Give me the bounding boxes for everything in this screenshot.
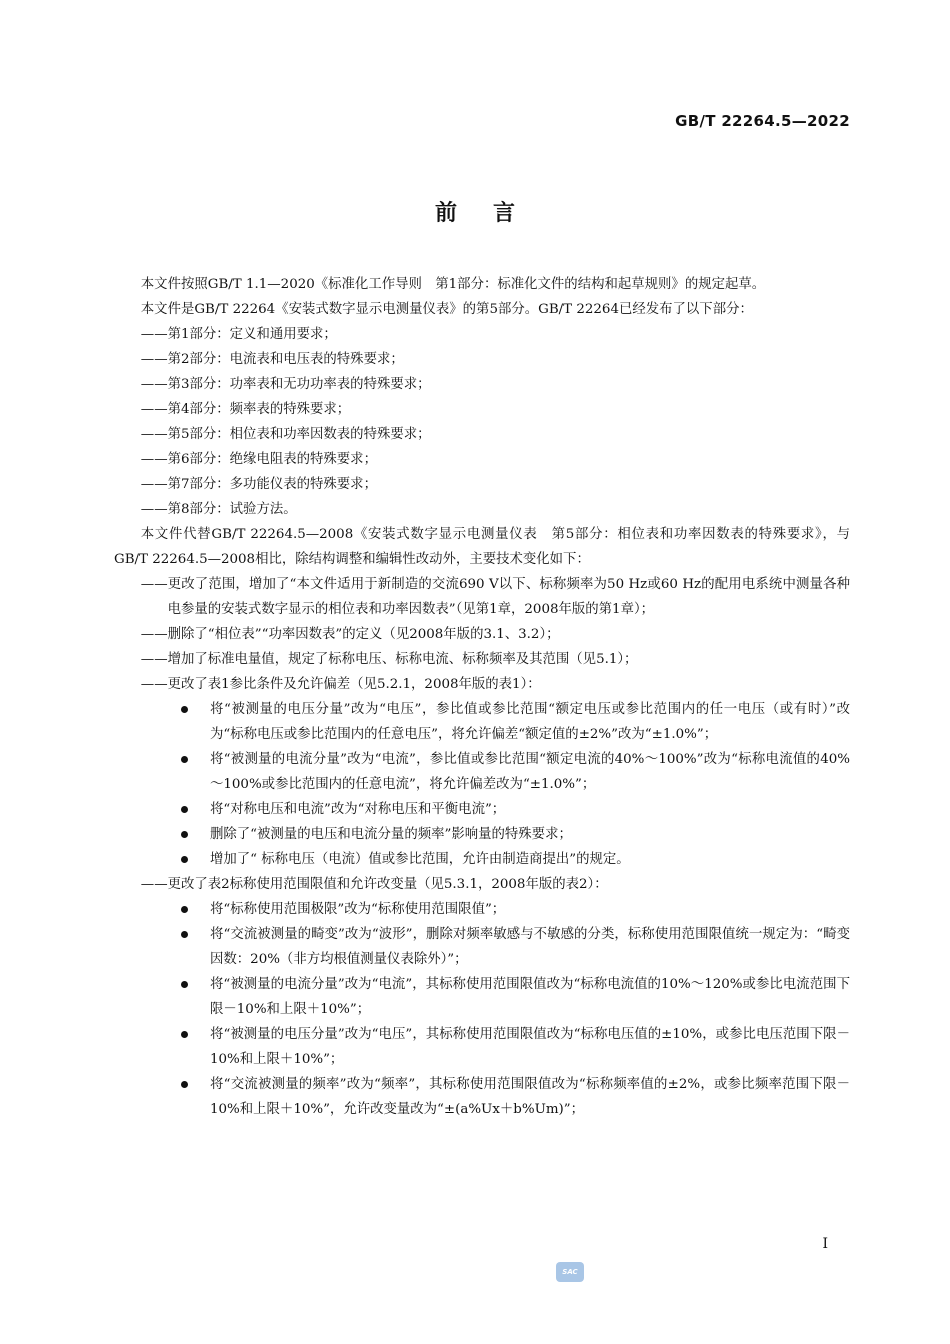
dash-list-item: ——更改了表2标称使用范围限值和允许改变量（见5.3.1，2008年版的表2）：	[140, 877, 608, 892]
bullet-text: 将“被测量的电压分量”改为“电压”，其标称使用范围限值改为“标称电压值的±10%，或参比电压范围下限－10%和上限＋10%”；	[210, 1027, 850, 1067]
bullet-text: 将“交流被测量的畸变”改为“波形”，删除对频率敏感与不敏感的分类，标称使用范围限值统一规定为：“畸变因数：20%（非方均根值测量仪表除外）”；	[210, 927, 850, 967]
bullet-item	[114, 1072, 850, 1122]
page-number: I	[822, 1236, 828, 1252]
dash-list-item: ——第3部分：功率表和无功功率表的特殊要求；	[140, 377, 431, 392]
bullet-item	[114, 972, 850, 1022]
bullet-dot-icon	[181, 981, 188, 988]
dash-list-item: ——第2部分：电流表和电压表的特殊要求；	[140, 352, 404, 367]
dash-list-item: ——第4部分：频率表的特殊要求；	[140, 402, 351, 417]
bullet-dot-icon	[181, 806, 188, 813]
dash-list-item: ——第7部分：多功能仪表的特殊要求；	[140, 477, 377, 492]
bullet-text: 将“被测量的电流分量”改为“电流”，其标称使用范围限值改为“标称电流值的10%～120%或参比电流范围下限－10%和上限＋10%”；	[210, 977, 850, 1017]
bullet-dot-icon	[181, 1031, 188, 1038]
bullet-item	[114, 847, 850, 872]
bullet-item	[114, 697, 850, 747]
dash-list-item: ——删除了“相位表”“功率因数表”的定义（见2008年版的3.1、3.2）；	[140, 627, 560, 642]
dash-list-item: ——更改了表1参比条件及允许偏差（见5.2.1，2008年版的表1）：	[140, 677, 541, 692]
bullet-text: 将“标称使用范围极限”改为“标称使用范围限值”；	[210, 902, 506, 917]
bullet-item	[114, 897, 850, 922]
standard-code: GB/T 22264.5—2022	[675, 112, 850, 130]
bullet-dot-icon	[181, 756, 188, 763]
bullet-item	[114, 797, 850, 822]
bullet-item	[114, 922, 850, 972]
dash-list-item: ——更改了范围，增加了“本文件适用于新制造的交流690 V以下、标称频率为50 Hz或60 Hz的配用电系统中测量各种电参量的安装式数字显示的相位表和功率因数表”（见第1章，2008年版的第1章）；	[140, 577, 850, 617]
bullet-dot-icon	[181, 1081, 188, 1088]
bullet-item	[114, 747, 850, 797]
bullet-text: 将“交流被测量的频率”改为“频率”，其标称使用范围限值改为“标称频率值的±2%，或参比频率范围下限－10%和上限＋10%”，允许改变量改为“±(a%Ux＋b%Um)”；	[210, 1077, 850, 1117]
bullet-item	[114, 822, 850, 847]
sac-logo-icon: SAC	[556, 1262, 584, 1282]
body-paragraph: 本文件代替GB/T 22264.5—2008《安装式数字显示电测量仪表 第5部分：相位表和功率因数表的特殊要求》，与GB/T 22264.5—2008相比，除结构调整和编辑性改动外，主要技术变化如下：	[114, 527, 850, 567]
dash-list-item: ——增加了标准电量值，规定了标称电压、标称电流、标称频率及其范围（见5.1）；	[140, 652, 638, 667]
bullet-text: 将“对称电压和电流”改为“对称电压和平衡电流”；	[210, 802, 506, 817]
bullet-text: 将“被测量的电压分量”改为“电压”，参比值或参比范围“额定电压或参比范围内的任一电压（或有时）”改为“标称电压或参比范围内的任意电压”，将允许偏差“额定值的±2%”改为“±1.0%”；	[210, 702, 850, 742]
bullet-text: 将“被测量的电流分量”改为“电流”，参比值或参比范围“额定电流的40%～100%”改为“标称电流值的40%～100%或参比范围内的任意电流”，将允许偏差改为“±1.0%”；	[210, 752, 850, 792]
dash-list-item: ——第1部分：定义和通用要求；	[140, 327, 337, 342]
dash-list-item: ——第6部分：绝缘电阻表的特殊要求；	[140, 452, 377, 467]
dash-list-item: ——第8部分：试验方法。	[140, 502, 297, 517]
bullet-text: 删除了“被测量的电压和电流分量的频率”影响量的特殊要求；	[210, 827, 572, 842]
page-title: 前言	[434, 201, 551, 226]
body-paragraph: 本文件按照GB/T 1.1—2020《标准化工作导则 第1部分：标准化文件的结构和起草规则》的规定起草。	[140, 277, 766, 292]
dash-list-item: ——第5部分：相位表和功率因数表的特殊要求；	[140, 427, 431, 442]
bullet-dot-icon	[181, 856, 188, 863]
bullet-text: 增加了“ 标称电压（电流）值或参比范围，允许由制造商提出”的规定。	[210, 852, 630, 867]
bullet-item	[114, 1022, 850, 1072]
bullet-dot-icon	[181, 831, 188, 838]
body-paragraph: 本文件是GB/T 22264《安装式数字显示电测量仪表》的第5部分。GB/T 22264已经发布了以下部分：	[140, 302, 753, 317]
bullet-dot-icon	[181, 906, 188, 913]
bullet-dot-icon	[181, 931, 188, 938]
bullet-dot-icon	[181, 706, 188, 713]
document-body	[114, 272, 850, 1122]
